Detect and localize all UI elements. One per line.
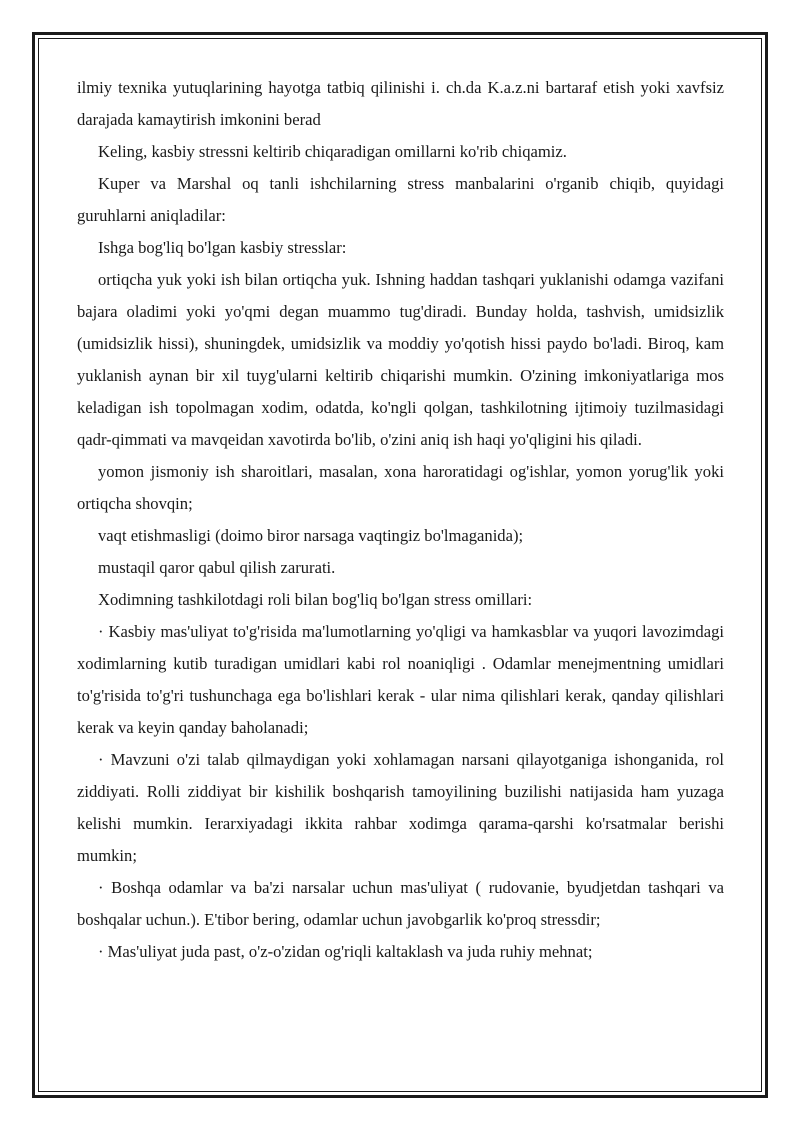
paragraph: mustaqil qaror qabul qilish zarurati. <box>98 558 336 577</box>
paragraph: ortiqcha yuk yoki ish bilan ortiqcha yuk. Ishning haddan tashqari yuklanishi odamga vazifani bajara oladimi yoki yo'qmi degan muammo tug'diradi. Bunday holda, tashvish, umidsizlik (umidsizlik hissi), shuningdek, umidsizlik va moddiy yo'qotish hissi paydo bo'ladi. Biroq, kam yuklanish aynan bir xil tuyg'ularni keltirib chiqarishi mumkin. O'zining imkoniyatlariga mos keladigan ish topolmagan xodim, odatda, ko'ngli qolgan, tashkilotning ijtimoiy tuzilmasidagi qadr-qimmati va mavqeidan xavotirda bo'lib, o'zini aniq ish haqi yo'qligini his qiladi. <box>77 270 724 449</box>
document-body <box>77 72 724 968</box>
paragraph: Ishga bog'liq bo'lgan kasbiy stresslar: <box>98 238 347 257</box>
paragraph: Xodimning tashkilotdagi roli bilan bog'liq bo'lgan stress omillari: <box>98 590 533 609</box>
paragraph: · Kasbiy mas'uliyat to'g'risida ma'lumotlarning yo'qligi va hamkasblar va yuqori lavozimdagi xodimlarning kutib turadigan umidlari kabi rol noaniqligi . Odamlar menejmentning umidlari to'g'risida to'g'ri tushunchaga ega bo'lishlari kerak - ular nima qilishlari kerak, qanday qilishlari kerak va keyin qanday baholanadi; <box>77 622 724 737</box>
paragraph: Keling, kasbiy stressni keltirib chiqaradigan omillarni ko'rib chiqamiz. <box>98 142 567 161</box>
paragraph: · Mavzuni o'zi talab qilmaydigan yoki xohlamagan narsani qilayotganiga ishonganida, rol ziddiyati. Rolli ziddiyat bir kishilik boshqarish tamoyilining buzilishi natijasida ham yuzaga kelishi mumkin. Ierarxiyadagi ikkita rahbar xodimga qarama-qarshi ko'rsatmalar berishi mumkin; <box>77 750 724 865</box>
paragraph: Kuper va Marshal oq tanli ishchilarning stress manbalarini o'rganib chiqib, quyidagi guruhlarni aniqladilar: <box>77 174 724 225</box>
paragraph: ilmiy texnika yutuqlarining hayotga tatbiq qilinishi i. ch.da K.a.z.ni bartaraf etish yoki xavfsiz darajada kamaytirish imkonini berad <box>77 78 724 129</box>
paragraph: yomon jismoniy ish sharoitlari, masalan, xona haroratidagi og'ishlar, yomon yorug'lik yoki ortiqcha shovqin; <box>77 462 724 513</box>
paragraph: · Boshqa odamlar va ba'zi narsalar uchun mas'uliyat ( rudovanie, byudjetdan tashqari va boshqalar uchun.). E'tibor bering, odamlar uchun javobgarlik ko'proq stressdir; <box>77 878 724 929</box>
paragraph: vaqt etishmasligi (doimo biror narsaga vaqtingiz bo'lmaganida); <box>98 526 524 545</box>
paragraph: · Mas'uliyat juda past, o'z-o'zidan og'riqli kaltaklash va juda ruhiy mehnat; <box>98 942 593 961</box>
